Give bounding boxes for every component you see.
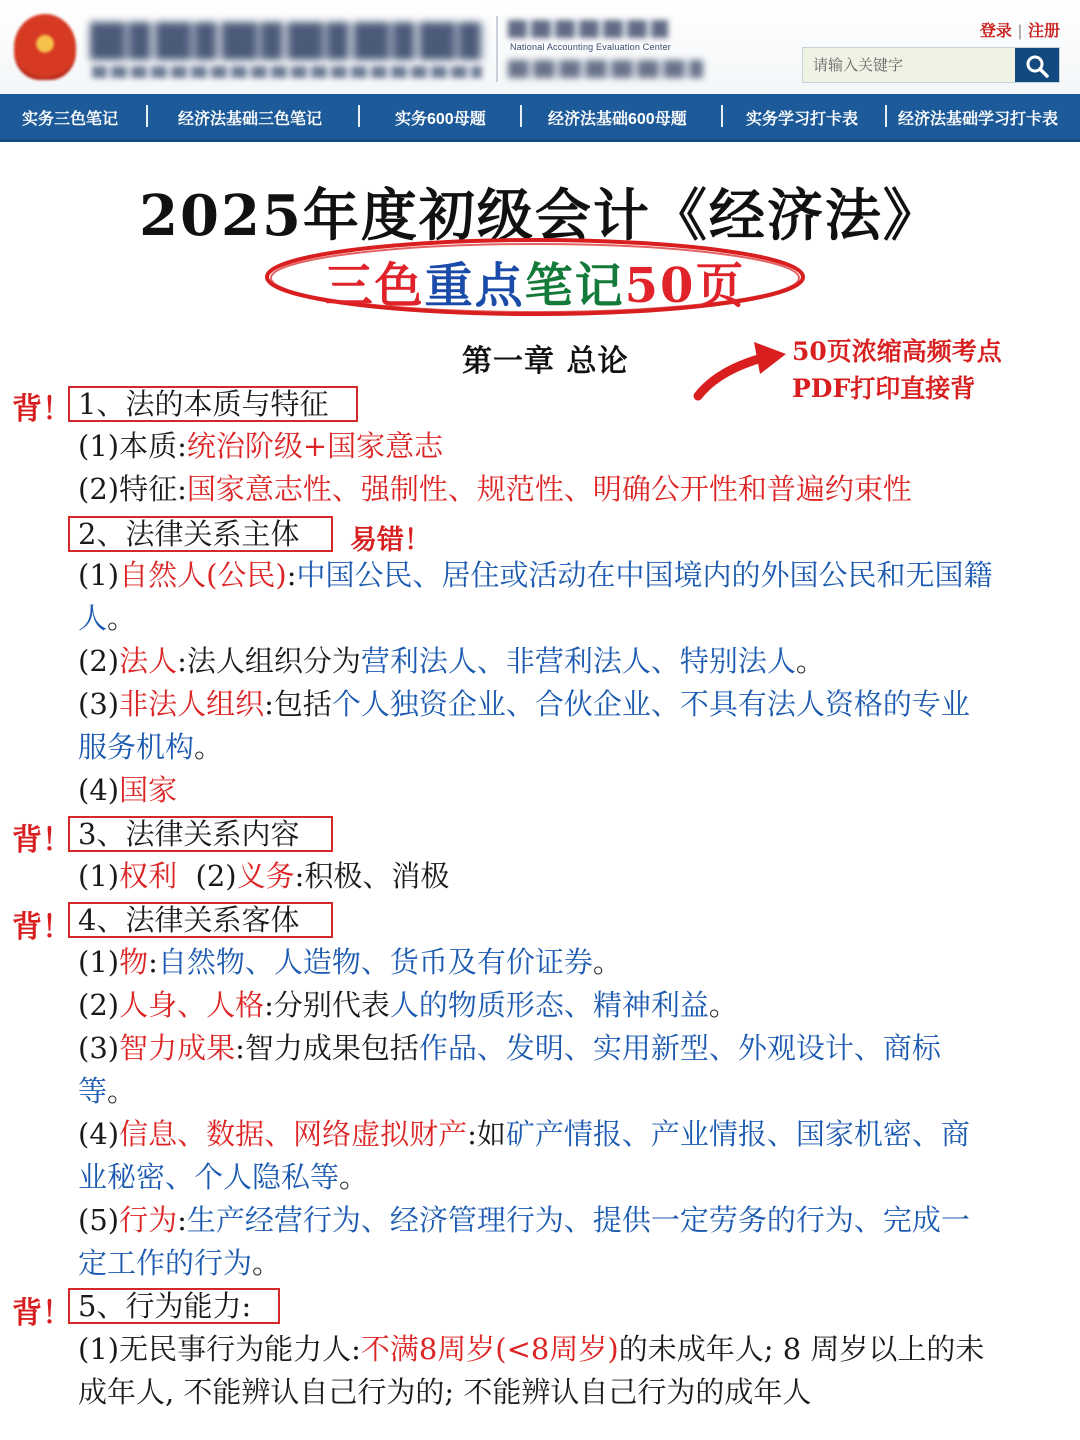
note-label: (1)无民事行为能力人: bbox=[78, 1332, 361, 1366]
note-line bbox=[78, 1027, 941, 1070]
nav-item-law-notes[interactable]: 经济法基础三色笔记 bbox=[178, 111, 323, 128]
subtitle bbox=[262, 247, 808, 316]
note-text: 。 bbox=[107, 601, 137, 635]
auth-separator: | bbox=[1017, 23, 1022, 40]
memorize-marker: 背！ bbox=[12, 823, 72, 858]
note-text: 。 bbox=[795, 644, 825, 678]
section-5-heading: 5、行为能力: bbox=[78, 1289, 252, 1323]
note-label: (2)特征: bbox=[78, 472, 187, 506]
note-text: 。 bbox=[107, 1074, 137, 1108]
note-line bbox=[78, 1242, 281, 1285]
key-term: 不满8周岁(<8周岁) bbox=[360, 1332, 619, 1366]
note-label: (5) bbox=[78, 1203, 120, 1237]
note-text: :智力成果包括 bbox=[235, 1031, 419, 1065]
register-link[interactable]: 注册 bbox=[1027, 23, 1060, 40]
note-line bbox=[78, 640, 825, 683]
nav-item-practice-checkin[interactable]: 实务学习打卡表 bbox=[746, 111, 859, 128]
blurred-site-subtitle bbox=[92, 66, 482, 78]
note-label: (3) bbox=[78, 1031, 120, 1065]
site-header bbox=[0, 0, 1080, 94]
callout-note bbox=[792, 333, 1002, 407]
note-text: 的未成年人; 8 周岁以上的未 bbox=[618, 1332, 985, 1366]
note-line: 成年人, 不能辨认自己行为的; 不能辨认自己行为的成年人 bbox=[78, 1375, 812, 1409]
key-term: 行为 bbox=[119, 1203, 178, 1237]
subtitle-part-4: 50页 bbox=[624, 258, 746, 314]
main-nav bbox=[0, 94, 1080, 142]
search-input[interactable] bbox=[803, 48, 1015, 82]
note-text: 。 bbox=[252, 1246, 282, 1280]
key-term: 信息、数据、网络虚拟财产 bbox=[119, 1117, 468, 1151]
detail-text: 矿产情报、产业情报、国家机密、商 bbox=[505, 1117, 970, 1151]
national-emblem-logo bbox=[14, 14, 76, 80]
note-line bbox=[78, 1328, 984, 1371]
center-english-name: National Accounting Evaluation Center bbox=[510, 42, 671, 52]
detail-text: 个人独资企业、合伙企业、不具有法人资格的专业 bbox=[331, 687, 970, 721]
key-term: 权利 bbox=[119, 859, 178, 893]
blurred-site-title bbox=[90, 22, 485, 60]
note-text: :法人组织分为 bbox=[177, 644, 361, 678]
note-line bbox=[78, 683, 970, 726]
note-line bbox=[78, 425, 443, 468]
callout-line-1: 50页浓缩高频考点 bbox=[792, 337, 1002, 366]
header-divider bbox=[496, 16, 498, 82]
note-label: (1) bbox=[78, 859, 120, 893]
note-text: : bbox=[177, 1203, 187, 1237]
auth-links bbox=[980, 18, 1060, 41]
note-label: (2) bbox=[78, 644, 120, 678]
detail-text: 作品、发明、实用新型、外观设计、商标 bbox=[418, 1031, 941, 1065]
note-label: (2) bbox=[78, 988, 120, 1022]
subtitle-part-3: 笔记 bbox=[524, 258, 625, 314]
section-3-heading: 3、法律关系内容 bbox=[78, 817, 300, 851]
memorize-marker: 背！ bbox=[12, 1296, 72, 1331]
note-line bbox=[78, 941, 622, 984]
search-icon bbox=[1025, 54, 1049, 78]
key-term: 法人 bbox=[119, 644, 178, 678]
chapter-heading: 第一章 总论 bbox=[462, 344, 629, 379]
key-term: 自然人(公民) bbox=[119, 558, 287, 592]
note-text: :分别代表 bbox=[264, 988, 390, 1022]
nav-separator bbox=[885, 105, 887, 127]
note-text: 。 bbox=[708, 988, 738, 1022]
note-label: (4) bbox=[78, 773, 120, 807]
memorize-marker: 背！ bbox=[12, 910, 72, 945]
note-line bbox=[78, 855, 449, 898]
detail-text: 定工作的行为 bbox=[78, 1246, 253, 1280]
login-link[interactable]: 登录 bbox=[979, 23, 1012, 40]
key-term: 义务 bbox=[236, 859, 295, 893]
note-text: :如 bbox=[467, 1117, 506, 1151]
key-term: 统治阶级+国家意志 bbox=[186, 429, 444, 463]
key-term: 物 bbox=[119, 945, 149, 979]
detail-text: 营利法人、非营利法人、特别法人 bbox=[360, 644, 796, 678]
callout-line-2: PDF打印直接背 bbox=[792, 374, 976, 403]
note-text: : bbox=[286, 558, 297, 592]
note-text: 。 bbox=[592, 945, 622, 979]
subtitle-part-2: 重点 bbox=[424, 258, 525, 314]
nav-separator bbox=[358, 105, 360, 127]
nav-separator bbox=[520, 105, 522, 127]
detail-text: 人 bbox=[78, 601, 108, 635]
blurred-center-url bbox=[508, 60, 703, 78]
note-text: 。 bbox=[194, 730, 224, 764]
red-arrow-icon bbox=[690, 338, 790, 402]
nav-item-practice-notes[interactable]: 实务三色笔记 bbox=[22, 111, 119, 128]
note-label: (4) bbox=[78, 1117, 120, 1151]
key-term: 非法人组织 bbox=[119, 687, 265, 721]
detail-text: 人的物质形态、精神利益 bbox=[389, 988, 709, 1022]
subtitle-part-1: 三色 bbox=[324, 258, 425, 314]
note-text: 。 bbox=[339, 1160, 369, 1194]
key-term: 人身、人格 bbox=[119, 988, 265, 1022]
note-line bbox=[78, 984, 738, 1027]
note-line bbox=[78, 1199, 970, 1242]
nav-item-law-checkin[interactable]: 经济法基础学习打卡表 bbox=[898, 111, 1059, 128]
detail-text: 业秘密、个人隐私等 bbox=[78, 1160, 340, 1194]
section-2-heading: 2、法律关系主体 bbox=[78, 517, 300, 551]
note-label: (1) bbox=[78, 558, 120, 592]
note-label: (1)本质: bbox=[78, 429, 187, 463]
blurred-center-name bbox=[508, 20, 668, 38]
note-label: (2) bbox=[177, 859, 237, 893]
note-line bbox=[78, 468, 912, 511]
error-prone-tag: 易错！ bbox=[350, 525, 431, 556]
note-line bbox=[78, 554, 993, 597]
nav-item-practice-600[interactable]: 实务600母题 bbox=[395, 111, 486, 128]
note-line bbox=[78, 597, 136, 640]
detail-text: 生产经营行为、经济管理行为、提供一定劳务的行为、完成一 bbox=[186, 1203, 970, 1237]
detail-text: 自然物、人造物、货币及有价证券 bbox=[157, 945, 593, 979]
key-term: 国家意志性、强制性、规范性、明确公开性和普遍约束性 bbox=[186, 472, 912, 506]
note-line bbox=[78, 1070, 136, 1113]
note-text: :包括 bbox=[264, 687, 332, 721]
detail-text: 服务机构 bbox=[78, 730, 195, 764]
note-text: :积极、消极 bbox=[294, 859, 450, 893]
key-term: 国家 bbox=[119, 773, 178, 807]
memorize-marker: 背！ bbox=[12, 392, 72, 427]
note-label: (1) bbox=[78, 945, 120, 979]
nav-separator bbox=[146, 105, 148, 127]
note-text: : bbox=[148, 945, 158, 979]
note-line bbox=[78, 769, 177, 812]
note-label: (3) bbox=[78, 687, 120, 721]
section-4-heading: 4、法律关系客体 bbox=[78, 903, 300, 937]
note-line bbox=[78, 1113, 970, 1156]
page-title: 2025年度初级会计《经济法》 bbox=[139, 183, 941, 249]
search-button[interactable] bbox=[1015, 48, 1059, 82]
search-box bbox=[802, 47, 1060, 83]
detail-text: 等 bbox=[78, 1074, 108, 1108]
section-1-heading: 1、法的本质与特征 bbox=[78, 387, 329, 421]
note-line bbox=[78, 1156, 368, 1199]
nav-separator bbox=[721, 105, 723, 127]
note-line bbox=[78, 726, 223, 769]
nav-item-law-600[interactable]: 经济法基础600母题 bbox=[548, 111, 687, 128]
key-term: 智力成果 bbox=[119, 1031, 236, 1065]
detail-text: 中国公民、居住或活动在中国境内的外国公民和无国籍 bbox=[296, 558, 993, 592]
